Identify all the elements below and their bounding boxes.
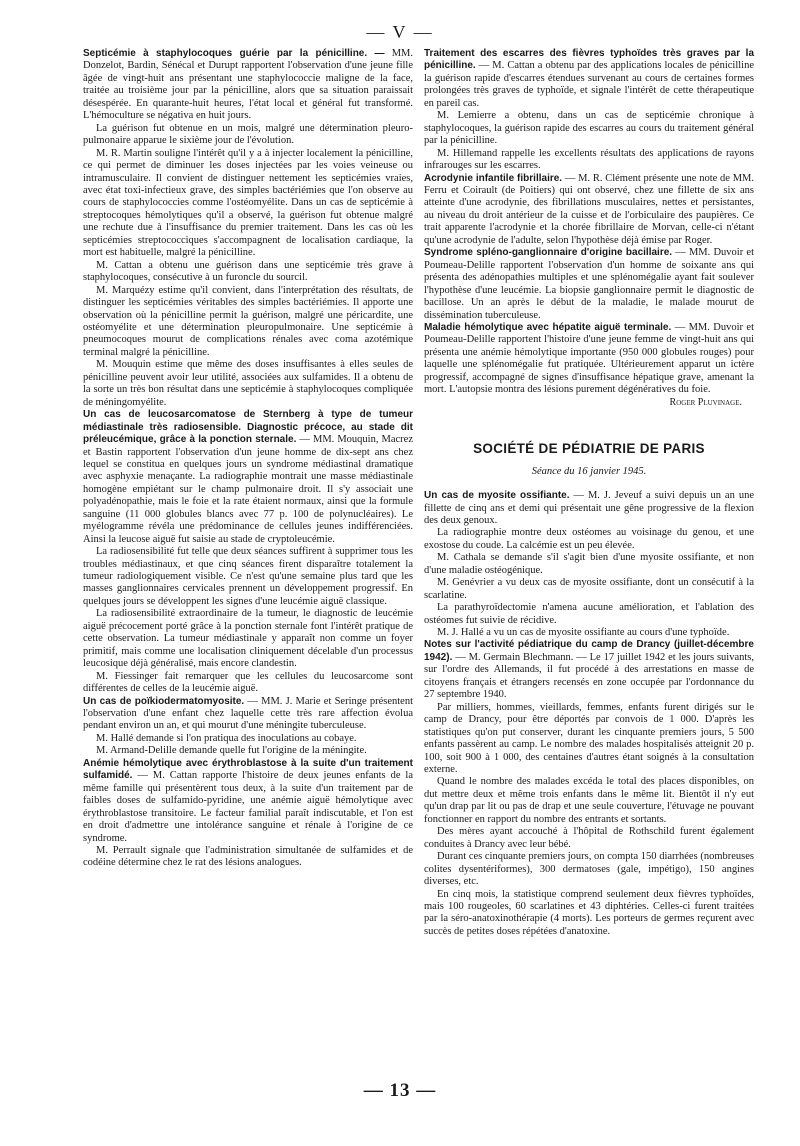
right-column-bottom [424,490,754,938]
report-title: Traitement des escarres des fièvres typhoïdes très graves par la pénicilline. [424,48,754,72]
report-heading-paragraph [83,48,413,123]
report-title: Acrodynie infantile fibrillaire. [424,172,563,184]
body-paragraph [83,733,413,745]
paragraph-text: En cinq mois, la statistique comprend seulement deux fièvres typhoïdes, mais 100 rougeoles, 60 scarlatines et 43 diphtéries. Celles-ci furent traitées par la séro-anatoxinothérapie (4 morts). Les porteurs de germes reçurent avec succès de petites doses répétées d'anatoxine. [424,888,754,937]
paragraph-text: M. Armand-Delille demande quelle fut l'origine de la méningite. [96,745,367,757]
paragraph-text: — M. Cattan a obtenu par des applications locales de pénicilline la guérison rapide d'escarres étendues survenant au cours de certaines formes prolongées très graves de typhoïde, et signale l'intérêt de cette thérapeutique en pareil cas. [424,60,754,109]
paragraph-text: M. Lemierre a obtenu, dans un cas de septicémie chronique à staphylocoques, la guérison rapide des escarres au cours du traitement général par la pénicilline. [424,110,754,147]
page-header: — V — [366,22,434,42]
paragraph-text: La guérison fut obtenue en un mois, malgré une détermination pleuro-pulmonaire apparue le sixième jour de l'évolution. [83,122,413,147]
report-title: Anémie hémolytique avec érythroblastose à la suite d'un traitement sulfamidé. [83,757,413,782]
report-title: Notes sur l'activité pédiatrique du camp de Drancy (juillet-décembre 1942). [424,639,754,663]
report-title: Syndrome spléno-ganglionnaire d'origine bacillaire. [424,247,673,259]
report-title: Un cas de poïkiodermatomyosite. [83,695,245,707]
paragraph-text: — MM. J. Marie et Seringe présentent l'observation d'une enfant chez laquelle cette très rare affection évolua pendant environ un an, et qui mourut d'une méningite tuberculeuse. [83,695,413,732]
paragraph-text: M. J. Hallé a vu un cas de myosite ossifiante au cours d'une typhoïde. [437,627,730,639]
report-heading-paragraph [424,322,754,397]
paragraph-text: Durant ces cinquante premiers jours, on compta 150 diarrhées (nombreuses colites dysentériformes), 300 dermatoses (gale, impétigo), 150 angines diverses, etc. [424,851,754,888]
body-paragraph [83,745,413,757]
paragraph-text: M. Hallé demande si l'on pratiqua des inoculations au cobaye. [96,732,357,744]
report-heading-paragraph [424,173,754,248]
section-title: SOCIÉTÉ DE PÉDIATRIE DE PARIS [473,441,705,457]
right-column [424,48,754,938]
body-paragraph [83,285,413,360]
body-paragraph [83,671,413,696]
report-title: Maladie hémolytique avec hépatite aiguë terminale. [424,321,672,333]
paragraph-text: — M. Cattan rapporte l'histoire de deux jeunes enfants de la même famille qui présentèrent tous deux, à la suite d'un traitement par de faibles doses de sulfamido-pyridine, une anémie aiguë hémolytique avec érythroblastose transitoire. Le facteur familial paraît indiscutable, et l'on est en droit d'admettre une intolérance sanguine et rénale à l'origine de ce syndrome. [83,770,414,844]
body-paragraph [424,602,754,627]
report-heading-paragraph [83,696,413,733]
paragraph-text: M. Cattan a obtenu une guérison dans une septicémie très grave à staphylocoques, consécutive à un furoncle du sourcil. [83,259,413,284]
paragraph-text: Des mères ayant accouché à l'hôpital de Rothschild furent également conduites à Drancy avec leur bébé. [424,826,754,850]
right-column-top [424,48,754,397]
body-paragraph [424,577,754,602]
report-title: Un cas de myosite ossifiante. [424,490,570,502]
paragraph-text: M. Fiessinger fait remarquer que les cellules du leucosarcome sont différentes de celles de la leucémie aiguë. [83,670,413,695]
body-paragraph [83,260,413,285]
paragraph-text: La parathyroïdectomie n'amena aucune amélioration, et l'ablation des ostéomes fut suivie de récidive. [424,602,754,626]
body-paragraph [83,123,413,148]
page-footer: — 13 — [363,1080,437,1101]
report-title: Un cas de leucosarcomatose de Sternberg à type de tumeur médiastinale très radiosensible. Diagnostic précoce, au stade dit préleucémique, grâce à la ponction sternale. [83,409,413,446]
paragraph-text: — M. J. Jeveuf a suivi depuis un an une fillette de cinq ans et demi qui présentait une gêne progressive de la flexion des deux genoux. [424,490,754,526]
paragraph-text: M. R. Martin souligne l'intérêt qu'il y a à injecter localement la pénicilline, ce qui permet de diminuer les doses injectées par les voies veineuse ou intramusculaire. Il convient de distinguer nettement les septicémies vraies, avec état toxi-infectieux grave, des simples bactériémies que l'on observe au cours de staphylococcies comme l'ostéomyélite. Dans un cas de septicémie à streptocoques hémolytiques qu'il a observé, la guérison fut obtenue malgré une rechute due à l'insuffisance du premier traitement. Dans les cas où les septicémies streptococciques s'accompagnent de localisation cardiaque, la mort est habituelle, malgré la pénicilline. [83,147,413,259]
paragraph-text: Quand le nombre des malades excéda le total des places disponibles, on dut mettre deux et même trois enfants dans le même lit. Bientôt il n'y eut qu'un drap par lit ou pas de drap et une seule couverture, l'étuvage ne pouvant fonctionner en rapport du nombre des entrants et sortants. [424,776,754,825]
body-paragraph [424,776,754,826]
body-paragraph [424,702,754,777]
report-heading-paragraph [424,639,754,701]
author-signature: Roger Pluvinage. [669,396,742,408]
body-paragraph [424,851,754,888]
paragraph-text: M. Genévrier a vu deux cas de myosite ossifiante, dont un consécutif à la scarlatine. [424,577,754,601]
paragraph-text: — MM. Mouquin, Macrez et Bastin rapportent l'observation d'un jeune homme de dix-sept ans chez lequel se constitua en quelques jours un syndrome médiastinal dramatique avec asphyxie menaçante. La radiographie montrait une masse médiastinale homogène empiétant sur le champ pulmonaire droit. Il s'y associait une polyadénopathie, mais le foie et la rate étaient normaux, ainsi que la formule sanguine (11 000 globules blancs avec 77 p. 100 de polynucléaires). Le myélogramme révéla une prédominance de cellules jeunes indifférenciées. Ainsi la leucose aiguë fut saisie au stade de cryptoleucémie. [83,434,413,545]
paragraph-text: M. Mouquin estime que même des doses insuffisantes à elles seules de pénicilline peuvent avoir leur utilité, associées aux sulfamides. Il a obtenu de la sorte un très bon résultat dans une septicémie à staphylocoques compliquée de méningomyélite. [83,359,413,408]
left-column [83,48,413,870]
paragraph-text: MM. Donzelot, Bardin, Sénécal et Durupt rapportent l'observation d'une jeune fille âgée de vingt-huit ans présentant une staphylococcie maligne de la face, traitée au troisième jour par la pénicilline, alors que sa situation paraissait désespérée. En quarante-huit heures, l'état local et général fut transformé. L'hémoculture se négativa en huit jours. [83,48,414,122]
body-paragraph [424,889,754,939]
body-paragraph [424,110,754,147]
body-paragraph [83,359,413,409]
section-date: Séance du 16 janvier 1945. [531,465,647,477]
paragraph-text: M. Hillemand rappelle les excellents résultats des applications de rayons infrarouges sur les escarres. [424,147,754,172]
report-heading-paragraph [424,490,754,527]
body-paragraph [83,608,413,670]
paragraph-text: La radiosensibilité fut telle que deux séances suffirent à supprimer tous les troubles médiastinaux, et que cinq séances firent disparaître totalement la tumeur radiologiquement visible. Ce n'est qu'une semaine plus tard que les masses ganglionnaires cervicales prennent un développement progressif. En quelques jours se développent les signes d'une leucémie aiguë classique. [83,546,413,607]
body-paragraph [83,148,413,260]
report-heading-paragraph [83,758,413,845]
paragraph-text: La radiographie montre deux ostéomes au voisinage du genou, et une exostose du coude. La calcémie est un peu élevée. [424,527,754,551]
body-paragraph [424,527,754,552]
paragraph-text: — MM. Duvoir et Poumeau-Delille rapportent l'observation d'un homme de soixante ans qui présenta des adénopathies multiples et une splénomégalie ayant fait soulever l'hypothèse d'une leucémie. La biopsie ganglionnaire permit le diagnostic de bacillose. Un an après le début de la maladie, le malade mourut de dissémination tuberculeuse. [424,247,754,321]
body-paragraph [83,546,413,608]
report-heading-paragraph [424,247,754,322]
paragraph-text: M. Perrault signale que l'administration simultanée de sulfamides et de codéine détermine chez le rat des lésions analogues. [83,845,413,869]
report-heading-paragraph [83,409,413,546]
body-paragraph [424,826,754,851]
report-title: Septicémie à staphylocoques guérie par la pénicilline. — [83,48,385,59]
body-paragraph [424,627,754,639]
paragraph-text: — M. Germain Blechmann. — Le 17 juillet 1942 et les jours suivants, sur l'ordre des Allemands, il fut procédé à des arrestations en masse de citoyens français et étrangers recensés en zone occupée par l'ordonnance du 27 septembre 1940. [424,651,754,701]
paragraph-text: — M. R. Clément présente une note de MM. Ferru et Coirault (de Poitiers) qui ont observé, chez une fillette de six ans atteinte d'une acrodynie, des fibrillations musculaires, nettes et persistantes, au niveau du droit antérieur de la cuisse et de l'orbiculaire des paupières. Ce trait apparente l'acrodynie et la chorée fibrillaire de Morvan, celle-ci n'étant qu'une acrodynie de l'adulte, selon l'hypothèse déjà émise par Roger. [424,172,755,246]
report-heading-paragraph [424,48,754,110]
body-paragraph [424,552,754,577]
body-paragraph [83,845,413,870]
body-paragraph [424,148,754,173]
paragraph-text: Par milliers, hommes, vieillards, femmes, enfants furent dirigés sur le camp de Drancy, pour être déportés par convois de 1 000. D'après les statistiques qu'on put conserver, durant les cinquante premiers jours, 5 500 enfants passèrent au camp. Le nombre des malades hospitalisés atteignit 20 p. 100, soit 900 à 1 000, des centaines d'autres étant soignés à la consultation externe. [424,701,754,776]
paragraph-text: La radiosensibilité extraordinaire de la tumeur, le diagnostic de leucémie aiguë précocement porté grâce à la ponction sternale font l'intérêt pratique de cette observation. La tumeur médiastinale y apparaît non comme un foyer primitif, mais comme une localisation cliniquement décelable d'un processus leucosique déjà généralisé, mais encore clandestin. [83,608,413,670]
paragraph-text: M. Cathala se demande s'il s'agit bien d'une myosite ossifiante, et non d'une maladie ostéogénique. [424,552,754,576]
paragraph-text: M. Marquézy estime qu'il convient, dans l'interprétation des résultats, de distinguer les septicémies véritables des simples bactériémies. Il apporte une observation où la pénicilline permit la guérison, malgré une péricardite, une ostéomyélite et une détermination pleuropulmonaire. Une septicémie à pneumocoques mourut de complications rénales avec coma azotémique terminal malgré la pénicilline. [83,284,413,358]
paragraph-text: — MM. Duvoir et Poumeau-Delille rapportent l'histoire d'une jeune femme de vingt-huit ans qui présenta une anémie hémolytique importante (950 000 globules rouges) pour laquelle une splénomégalie fut pratiquée. Ultérieurement apparut un ictère progressif, accompagné de signes d'insuffisance hépatique grave, amenant la mort. L'autopsie montra des lésions purement dégénératives du foie. [424,321,755,396]
